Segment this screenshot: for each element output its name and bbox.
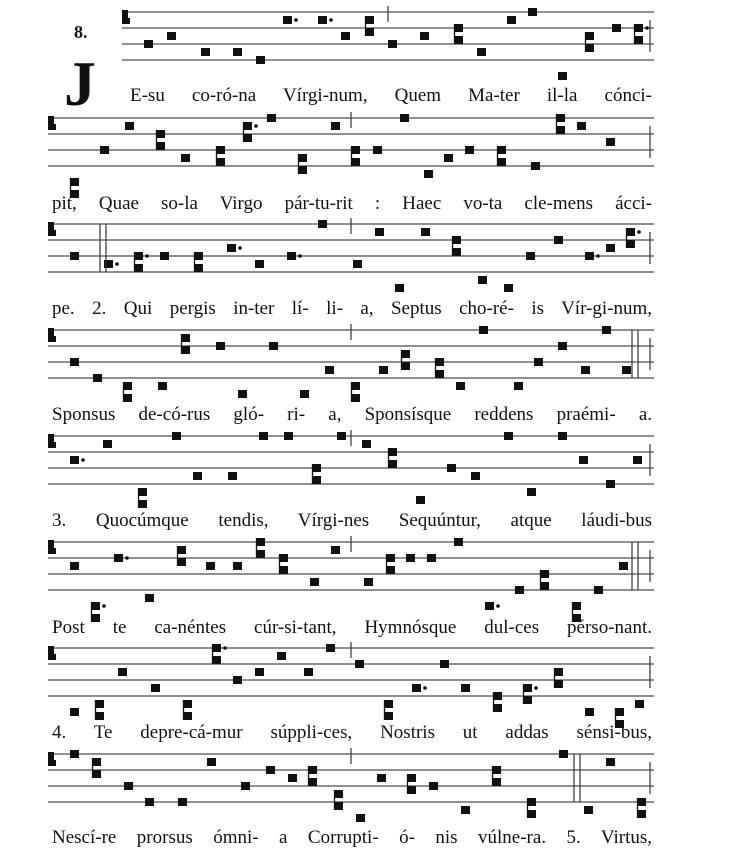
neume (447, 464, 456, 472)
neume (331, 122, 340, 130)
neume (527, 798, 536, 806)
neume (183, 700, 192, 708)
neume (429, 782, 438, 790)
neume-dot (223, 646, 227, 650)
neume (93, 374, 102, 382)
neume (70, 750, 79, 758)
neume (365, 16, 374, 24)
neume (384, 712, 393, 720)
neume (386, 554, 395, 562)
neume-dot (81, 458, 85, 462)
neume (362, 440, 371, 448)
neume (95, 700, 104, 708)
neume-dot (496, 604, 500, 608)
neume (497, 158, 506, 166)
neume (156, 130, 165, 138)
neume (619, 562, 628, 570)
neume (70, 456, 79, 464)
neume (256, 538, 265, 546)
neume (594, 586, 603, 594)
neume (353, 260, 362, 268)
initial-letter: J (64, 48, 96, 119)
neume (554, 668, 563, 676)
neume (243, 134, 252, 142)
c-clef (122, 18, 130, 24)
neume (125, 122, 134, 130)
neume (269, 342, 278, 350)
neume (288, 774, 297, 782)
neume (572, 602, 581, 610)
neume (233, 562, 242, 570)
neume (216, 146, 225, 154)
neume (534, 358, 543, 366)
neume (227, 244, 236, 252)
neume (212, 644, 221, 652)
neume (492, 766, 501, 774)
neume (277, 652, 286, 660)
neume (298, 166, 307, 174)
neume (401, 350, 410, 358)
neume (493, 704, 502, 712)
neume (514, 382, 523, 390)
neume (193, 472, 202, 480)
c-clef (48, 124, 56, 130)
neume (255, 668, 264, 676)
neume (138, 500, 147, 508)
neume (70, 562, 79, 570)
neume (256, 56, 265, 64)
neume (351, 158, 360, 166)
neume (465, 146, 474, 154)
neume (216, 342, 225, 350)
neume (635, 700, 644, 708)
neume (377, 774, 386, 782)
neume (515, 586, 524, 594)
neume (334, 802, 343, 810)
neume (626, 228, 635, 236)
neume (206, 562, 215, 570)
neume-dot (637, 230, 641, 234)
neume (523, 696, 532, 704)
neume (406, 554, 415, 562)
neume (334, 790, 343, 798)
neume (556, 126, 565, 134)
neume (118, 668, 127, 676)
neume (375, 228, 384, 236)
neume (241, 782, 250, 790)
neume (388, 460, 397, 468)
neume (585, 708, 594, 716)
neume (554, 680, 563, 688)
neume (123, 382, 132, 390)
c-clef (48, 654, 56, 660)
neume (243, 122, 252, 130)
neume (70, 252, 79, 260)
neume (151, 684, 160, 692)
neume (183, 712, 192, 720)
neume (585, 252, 594, 260)
neume (407, 774, 416, 782)
neume-dot (596, 254, 600, 258)
neume (279, 554, 288, 562)
neume (454, 538, 463, 546)
neume (452, 236, 461, 244)
neume (365, 28, 374, 36)
neume (485, 602, 494, 610)
neume (493, 692, 502, 700)
c-clef (48, 760, 56, 766)
neume-dot (298, 254, 302, 258)
neume (420, 32, 429, 40)
neume (504, 284, 513, 292)
neume (421, 228, 430, 236)
neume (373, 146, 382, 154)
lyric-line-3: pe. 2. Qui pergis in-ter lí- li- a, Septus cho-ré- is Vír-gi-num, (52, 298, 652, 319)
neume (401, 362, 410, 370)
neume (134, 252, 143, 260)
neume (266, 766, 275, 774)
neume (267, 114, 276, 122)
neume (612, 24, 621, 32)
neume-dot (102, 604, 106, 608)
neume (634, 36, 643, 44)
chant-number: 8. (74, 22, 88, 42)
neume-dot (125, 556, 129, 560)
neume (461, 806, 470, 814)
neume (216, 158, 225, 166)
neume (427, 554, 436, 562)
neume-dot (645, 26, 649, 30)
neume (304, 668, 313, 676)
neume (318, 16, 327, 24)
neume (424, 170, 433, 178)
neume (440, 660, 449, 668)
neume (194, 252, 203, 260)
neume (526, 252, 535, 260)
neume (416, 496, 425, 504)
neume (160, 252, 169, 260)
neume (478, 276, 487, 284)
neume (637, 798, 646, 806)
neume (412, 684, 421, 692)
neume-dot (115, 262, 119, 266)
neume-dot (534, 686, 538, 690)
lyric-line-4: Sponsus de-có-rus gló- ri- a, Sponsísque reddens praémi- a. (52, 404, 652, 425)
neume (479, 326, 488, 334)
lyric-line-6: Post te ca-néntes cúr-si-tant, Hymnósque dul-ces pérso-nant. (52, 617, 652, 638)
neume (284, 432, 293, 440)
neume (95, 712, 104, 720)
c-clef (48, 548, 56, 554)
neume (233, 676, 242, 684)
neume (70, 708, 79, 716)
lyric-line-7: 4. Te depre-cá-mur súppli-ces, Nostris ut addas sénsi-bus, (52, 722, 652, 743)
neume (606, 480, 615, 488)
neume (70, 358, 79, 366)
neume (156, 142, 165, 150)
neume (134, 264, 143, 272)
neume (298, 154, 307, 162)
neume (622, 366, 631, 374)
neume (504, 432, 513, 440)
neume (312, 464, 321, 472)
neume (194, 264, 203, 272)
neume (178, 798, 187, 806)
neume (124, 782, 133, 790)
neume (379, 366, 388, 374)
neume (540, 582, 549, 590)
neume (145, 798, 154, 806)
neume (308, 778, 317, 786)
neume (523, 684, 532, 692)
neume (331, 546, 340, 554)
neume (325, 366, 334, 374)
neume (312, 476, 321, 484)
neume-dot (294, 18, 298, 22)
neume (606, 758, 615, 766)
neume (104, 260, 113, 268)
lyric-line-2: pit, Quae so-la Virgo pár-tu-rit : Haec vo-ta cle-mens ácci- (52, 193, 652, 214)
neume (158, 382, 167, 390)
neume (341, 32, 350, 40)
neume (456, 382, 465, 390)
neume (579, 456, 588, 464)
neume (388, 40, 397, 48)
neume-dot (254, 124, 258, 128)
neume (283, 16, 292, 24)
neume (606, 244, 615, 252)
c-clef (48, 230, 56, 236)
neume (558, 342, 567, 350)
neume (355, 660, 364, 668)
neume (531, 162, 540, 170)
neume (384, 700, 393, 708)
neume (207, 758, 216, 766)
neume (92, 770, 101, 778)
neume (228, 472, 237, 480)
neume-dot (423, 686, 427, 690)
neume-dot (238, 246, 242, 250)
neume (581, 366, 590, 374)
neume (123, 394, 132, 402)
neume (558, 432, 567, 440)
neume (351, 394, 360, 402)
neume (318, 220, 327, 228)
neume (212, 656, 221, 664)
neume (238, 390, 247, 398)
neume (145, 594, 154, 602)
neume (615, 708, 624, 716)
lyric-line-1: E-su co-ró-na Vírgi-num, Quem Ma-ter il-la cónci- (130, 85, 652, 106)
neume (471, 472, 480, 480)
neume (477, 48, 486, 56)
c-clef (48, 442, 56, 448)
lyric-line-8: Nescí-re prorsus ómni- a Corrupti- ó- nis vúlne-ra. 5. Virtus, (52, 827, 652, 848)
neume (144, 40, 153, 48)
neume (633, 456, 642, 464)
neume (91, 602, 100, 610)
neume (444, 154, 453, 162)
neume (300, 390, 309, 398)
neume (70, 178, 79, 186)
neume (585, 44, 594, 52)
neume (337, 432, 346, 440)
neume (172, 432, 181, 440)
neume (540, 570, 549, 578)
neume (497, 146, 506, 154)
neume (388, 448, 397, 456)
neume (634, 24, 643, 32)
neume (103, 440, 112, 448)
neume (181, 154, 190, 162)
neume (310, 578, 319, 586)
neume (528, 8, 537, 16)
neume (351, 382, 360, 390)
neume (584, 806, 593, 814)
neume (577, 122, 586, 130)
neume (92, 758, 101, 766)
neume (100, 146, 109, 154)
neume (259, 432, 268, 440)
neume (556, 114, 565, 122)
neume (454, 24, 463, 32)
neume (407, 786, 416, 794)
neume-dot (145, 254, 149, 258)
neume (351, 146, 360, 154)
neume (637, 810, 646, 818)
neume (364, 578, 373, 586)
neume (527, 488, 536, 496)
neume (606, 138, 615, 146)
neume (452, 248, 461, 256)
neume-dot (329, 18, 333, 22)
neume (255, 260, 264, 268)
neume (395, 284, 404, 292)
neume (256, 550, 265, 558)
lyric-line-5: 3. Quocúmque tendis, Vírgi-nes Sequúntur, atque láudi-bus (52, 510, 652, 531)
neume (177, 558, 186, 566)
neume (461, 684, 470, 692)
neume (114, 554, 123, 562)
neume (492, 778, 501, 786)
neume (559, 750, 568, 758)
neume (287, 252, 296, 260)
neume (279, 566, 288, 574)
neume (181, 346, 190, 354)
neume (138, 488, 147, 496)
neume (435, 358, 444, 366)
neume (558, 72, 567, 80)
neume (167, 32, 176, 40)
neume (585, 32, 594, 40)
neume (507, 16, 516, 24)
neume (454, 36, 463, 44)
c-clef (48, 336, 56, 342)
neume (177, 546, 186, 554)
neume (602, 326, 611, 334)
neume (386, 566, 395, 574)
neume (308, 766, 317, 774)
neume (326, 644, 335, 652)
neume (181, 334, 190, 342)
neume (233, 48, 242, 56)
neume (554, 236, 563, 244)
neume (626, 240, 635, 248)
neume (400, 114, 409, 122)
neume (527, 810, 536, 818)
neume (201, 48, 210, 56)
neume (356, 814, 365, 822)
neume (435, 370, 444, 378)
